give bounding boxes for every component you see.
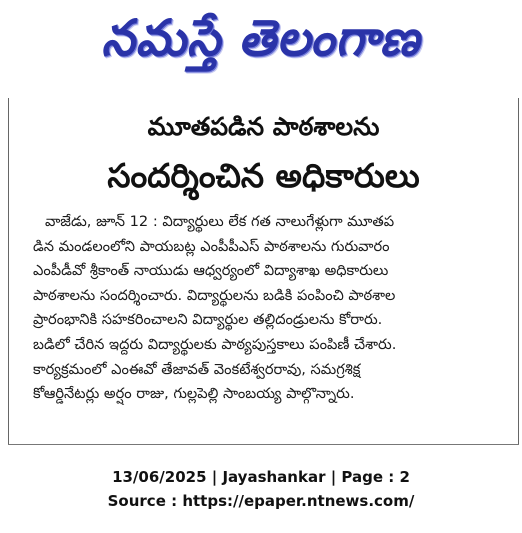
footer-source: Source : https://epaper.ntnews.com/: [107, 492, 415, 510]
article-line: బడిలో చేరిన ఇద్దరు విద్యార్థులకు పాఠ్యపుస్తకాలు పంపిణీ చేశారు.: [33, 335, 397, 353]
article-line: డిన మండలంలోని పాయబట్ల ఎంపీపీఎస్ పాఠశాలను గురువారం: [33, 237, 390, 255]
article-line: ఎంపీడీవో శ్రీకాంత్ నాయుడు ఆధ్వర్యంలో విద్యాశాఖ అధికారులు: [33, 262, 389, 280]
newspaper-logo: నమస్తే తెలంగాణ: [101, 8, 421, 67]
article-body: [33, 210, 506, 407]
article-line: వాజేడు, జూన్ 12 : విద్యార్థులు లేక గత నాలుగేళ్లుగా మూతప: [45, 213, 395, 230]
article-line: కార్యక్రమంలో ఎంఈవో తేజావత్ వెంకటేశ్వరరావు, సమగ్రశిక్ష: [33, 360, 361, 378]
footer-date-edition-page: 13/06/2025 | Jayashankar | Page : 2: [112, 468, 410, 486]
masthead: [0, 0, 522, 88]
clipping-bottom-border: [8, 444, 519, 445]
article-line: కోఆర్డినేటర్లు అర్షం రాజు, గుల్లపెల్లి సాంబయ్య పాల్గొన్నారు.: [33, 385, 355, 403]
article-clipping: [8, 98, 519, 444]
headline-top: మూతపడిన పాఠశాలను: [147, 112, 380, 141]
article-line: ప్రారంభానికి సహకరించాలని విద్యార్థుల తల్లిదండ్రులను కోరారు.: [33, 311, 383, 329]
headline-main: సందర్శించిన అధికారులు: [107, 156, 420, 195]
article-line: పాఠశాలను సందర్శించారు. విద్యార్థులను బడికి పంపించి పాఠశాల: [33, 286, 396, 304]
